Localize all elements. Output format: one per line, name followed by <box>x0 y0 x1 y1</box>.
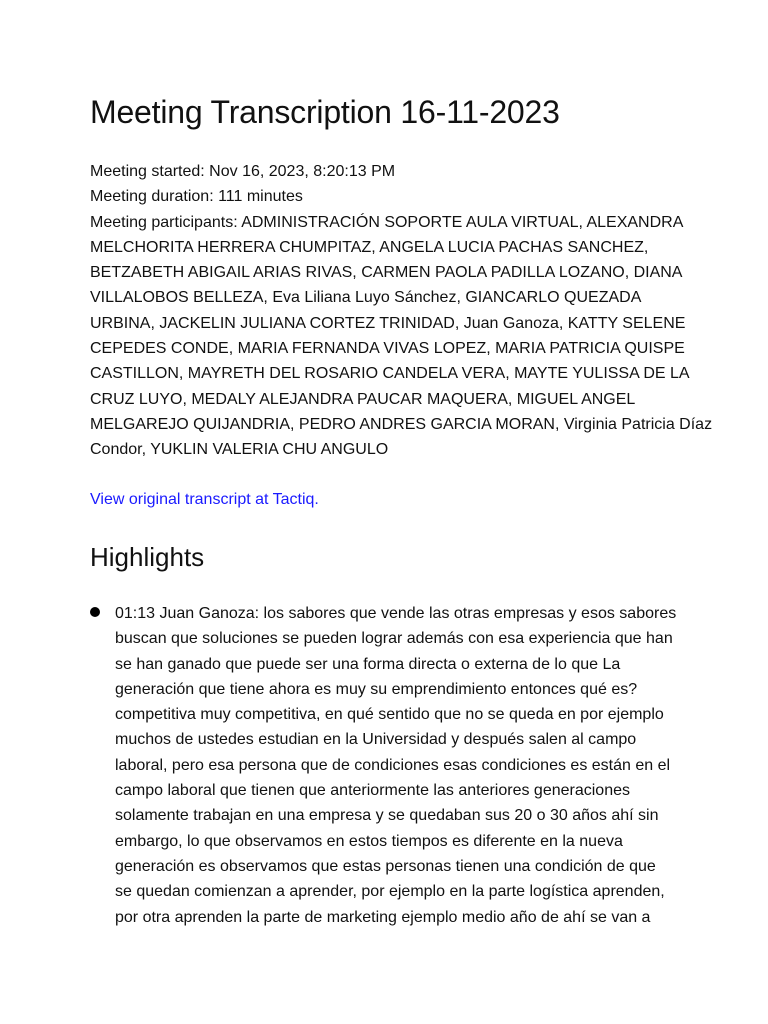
meeting-duration: Meeting duration: 111 minutes <box>90 188 303 206</box>
highlight-line: generación es observamos que estas personas tienen una condición de que <box>115 857 656 875</box>
participants-line: MELGAREJO QUIJANDRIA, PEDRO ANDRES GARCIA MORAN, Virginia Patricia Díaz <box>90 415 713 433</box>
participants-line: Meeting participants: ADMINISTRACIÓN SOPORTE AULA VIRTUAL, ALEXANDRA <box>90 213 684 231</box>
participants-line: Condor, YUKLIN VALERIA CHU ANGULO <box>90 441 389 459</box>
participants-line: CEPEDES CONDE, MARIA FERNANDA VIVAS LOPEZ, MARIA PATRICIA QUISPE <box>90 340 685 358</box>
highlights-list <box>90 601 690 930</box>
highlight-line: 01:13 Juan Ganoza: los sabores que vende las otras empresas y esos sabores <box>115 605 677 622</box>
participants-line: URBINA, JACKELIN JULIANA CORTEZ TRINIDAD, Juan Ganoza, KATTY SELENE <box>90 314 686 332</box>
participants-line: BETZABETH ABIGAIL ARIAS RIVAS, CARMEN PAOLA PADILLA LOZANO, DIANA <box>90 264 683 282</box>
highlight-line: solamente trabajan en una empresa y se quedaban sus 20 o 30 años ahí sin <box>115 807 659 825</box>
highlight-line: se quedan comienzan a aprender, por ejemplo en la parte logística aprenden, <box>115 883 665 901</box>
highlight-line: se han ganado que puede ser una forma directa o externa de lo que La <box>115 655 621 673</box>
meeting-metadata <box>90 159 713 463</box>
participants-line: VILLALOBOS BELLEZA, Eva Liliana Luyo Sánchez, GIANCARLO QUEZADA <box>90 289 642 307</box>
highlight-line: embargo, lo que observamos en estos tiempos es diferente en la nueva <box>115 832 623 850</box>
highlight-line: muchos de ustedes estudian en la Universidad y después salen al campo <box>115 731 637 749</box>
bullet-icon <box>90 607 100 617</box>
tactiq-transcript-link[interactable]: View original transcript at Tactiq. <box>90 491 319 508</box>
participants-line: MELCHORITA HERRERA CHUMPITAZ, ANGELA LUCIA PACHAS SANCHEZ, <box>90 238 649 256</box>
highlight-line: competitiva muy competitiva, en qué sentido que no se queda en por ejemplo <box>115 706 664 724</box>
highlight-line: por otra aprenden la parte de marketing ejemplo medio año de ahí se van a <box>115 908 651 926</box>
participants-line: CRUZ LUYO, MEDALY ALEJANDRA PAUCAR MAQUERA, MIGUEL ANGEL <box>90 390 636 408</box>
highlight-line: generación que tiene ahora es muy su emprendimiento entonces qué es? <box>115 680 638 698</box>
highlights-heading: Highlights <box>90 542 205 572</box>
highlight-item <box>90 601 690 930</box>
document-title: Meeting Transcription 16-11-2023 <box>90 94 560 130</box>
highlight-line: campo laboral que tienen que anteriormente las anteriores generaciones <box>115 782 630 800</box>
highlight-line: laboral, pero esa persona que de condiciones esas condiciones es están en el <box>115 756 671 774</box>
highlight-line: buscan que soluciones se pueden lograr además con esa experiencia que han <box>115 630 673 648</box>
participants-line: CASTILLON, MAYRETH DEL ROSARIO CANDELA VERA, MAYTE YULISSA DE LA <box>90 365 690 383</box>
meeting-started: Meeting started: Nov 16, 2023, 8:20:13 PM <box>90 163 396 180</box>
